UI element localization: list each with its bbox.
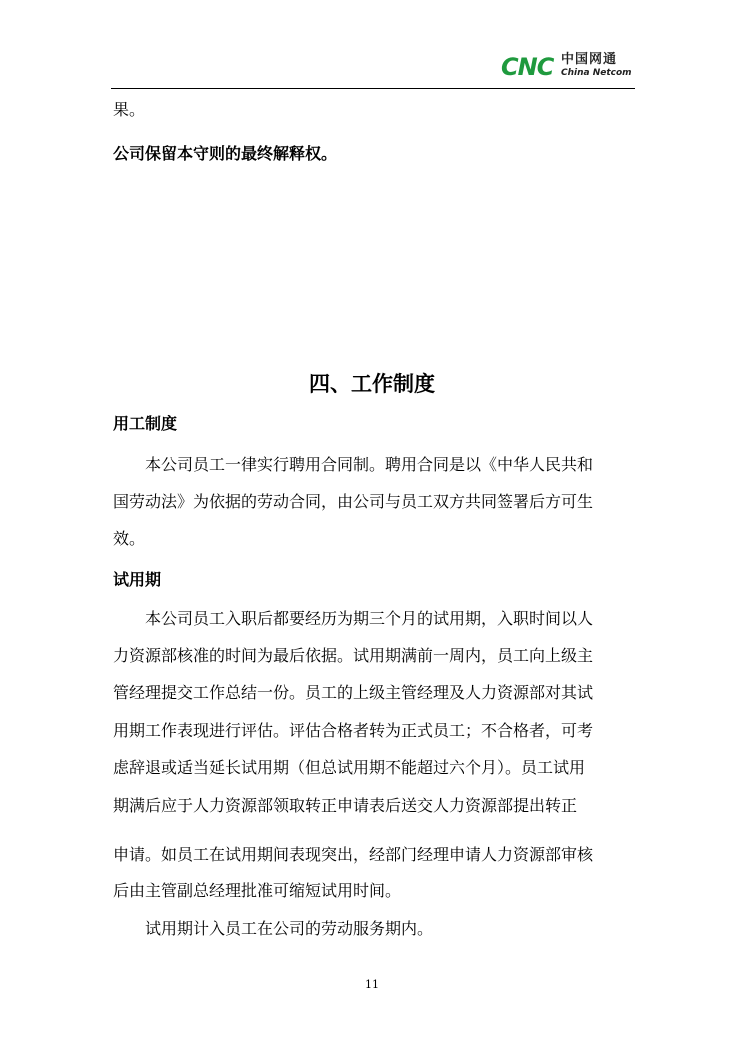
probation-line: 虑辞退或适当延长试用期（但总试用期不能超过六个月）。员工试用 bbox=[113, 758, 586, 777]
employment-line: 本公司员工一律实行聘用合同制。聘用合同是以《中华人民共和 bbox=[145, 455, 594, 474]
probation-note: 试用期计入员工在公司的劳动服务期内。 bbox=[145, 919, 434, 938]
probation-line: 申请。如员工在试用期间表现突出，经部门经理申请人力资源部审核 bbox=[113, 845, 594, 864]
probation-line: 本公司员工入职后都要经历为期三个月的试用期，入职时间以人 bbox=[145, 609, 594, 628]
probation-line: 期满后应于人力资源部领取转正申请表后送交人力资源部提出转正 bbox=[113, 796, 578, 815]
employment-heading: 用工制度 bbox=[113, 414, 178, 433]
employment-line: 效。 bbox=[113, 529, 146, 548]
employment-line: 国劳动法》为依据的劳动合同，由公司与员工双方共同签署后方可生 bbox=[113, 492, 594, 511]
header-divider bbox=[111, 88, 635, 89]
reserve-statement: 公司保留本守则的最终解释权。 bbox=[113, 144, 338, 163]
logo-chinese-name: 中国网通 bbox=[561, 52, 618, 67]
logo-english-name: China Netcom bbox=[561, 68, 632, 78]
company-logo bbox=[501, 53, 641, 83]
probation-line: 管经理提交工作总结一份。员工的上级主管经理及人力资源部对其试 bbox=[113, 683, 594, 702]
logo-mark: CNC bbox=[501, 53, 554, 81]
probation-line: 用期工作表现进行评估。评估合格者转为正式员工；不合格者，可考 bbox=[113, 721, 594, 740]
previous-page-tail: 果。 bbox=[113, 100, 146, 119]
probation-line: 力资源部核准的时间为最后依据。试用期满前一周内，员工向上级主 bbox=[113, 646, 594, 665]
section-title: 四、工作制度 bbox=[309, 371, 435, 396]
page-number: 11 bbox=[365, 978, 379, 991]
probation-heading: 试用期 bbox=[113, 570, 162, 589]
probation-line: 后由主管副总经理批准可缩短试用时间。 bbox=[113, 881, 402, 900]
